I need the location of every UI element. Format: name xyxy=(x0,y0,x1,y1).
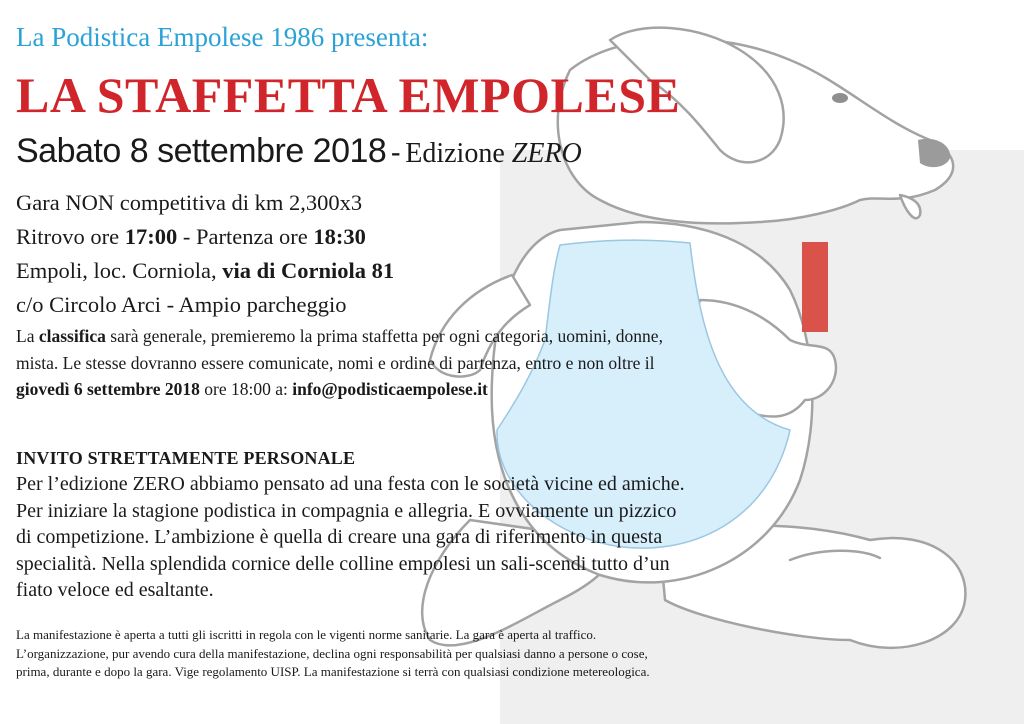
start-time: 18:30 xyxy=(313,224,366,249)
date-separator: - xyxy=(390,136,401,169)
info-location: Empoli, loc. Corniola, via di Corniola 81 xyxy=(16,258,395,283)
info-times: Ritrovo ore 17:00 - Partenza ore 18:30 xyxy=(16,224,366,249)
info-venue: c/o Circolo Arci - Ampio parcheggio xyxy=(16,292,347,317)
event-title: LA STAFFETTA EMPOLESE xyxy=(16,67,681,123)
contact-email: info@podisticaempolese.it xyxy=(292,379,488,399)
invito-heading: INVITO STRETTAMENTE PERSONALE xyxy=(16,448,356,468)
classifica-paragraph: La classifica sarà generale, premieremo la prima staffetta per ogni categoria, uomini, donne, mista. Le stesse dovranno essere comunicate, nomi e ordine di partenza, entro e non oltre il giovedì 6 settembre 2018 ore 18:00 a: info@podisticaempolese.it xyxy=(16,326,663,399)
presenter-line: La Podistica Empolese 1986 presenta: xyxy=(16,22,429,52)
event-date-line xyxy=(16,132,582,171)
event-date: Sabato 8 settembre 2018 xyxy=(16,132,387,170)
edition-prefix: Edizione xyxy=(405,138,505,169)
edition-label xyxy=(405,138,582,169)
disclaimer-paragraph: La manifestazione è aperta a tutti gli iscritti in regola con le vigenti norme sanitarie. La gara è aperta al traffico. L’organizzazione, pur avendo cura della manifestazione, declina ogni responsabilità per qualsiasi danno a persone o cose, prima, durante e dopo la gara. Vige regolamento UISP. La manifestazione si terrà con qualsiasi condizione metereologica. xyxy=(16,627,650,679)
meeting-time: 17:00 xyxy=(124,224,178,249)
location-address: via di Corniola 81 xyxy=(222,258,395,283)
event-info-list xyxy=(16,186,394,322)
relay-baton xyxy=(802,242,828,332)
registration-deadline: giovedì 6 settembre 2018 xyxy=(16,379,200,399)
info-distance: Gara NON competitiva di km 2,300x3 xyxy=(16,190,363,215)
edition-name: ZERO xyxy=(511,138,582,169)
invito-paragraph: Per l’edizione ZERO abbiamo pensato ad una festa con le società vicine ed amiche. Per iniziare la stagione podistica in compagnia e allegria. E ovviamente un pizzico di competizione. L’ambizione è quella di creare una gara di riferimento in questa specialità. Nella splendida cornice delle colline empolesi un sali-scendi tutto d’un fiato veloce ed esaltante. xyxy=(16,473,685,601)
